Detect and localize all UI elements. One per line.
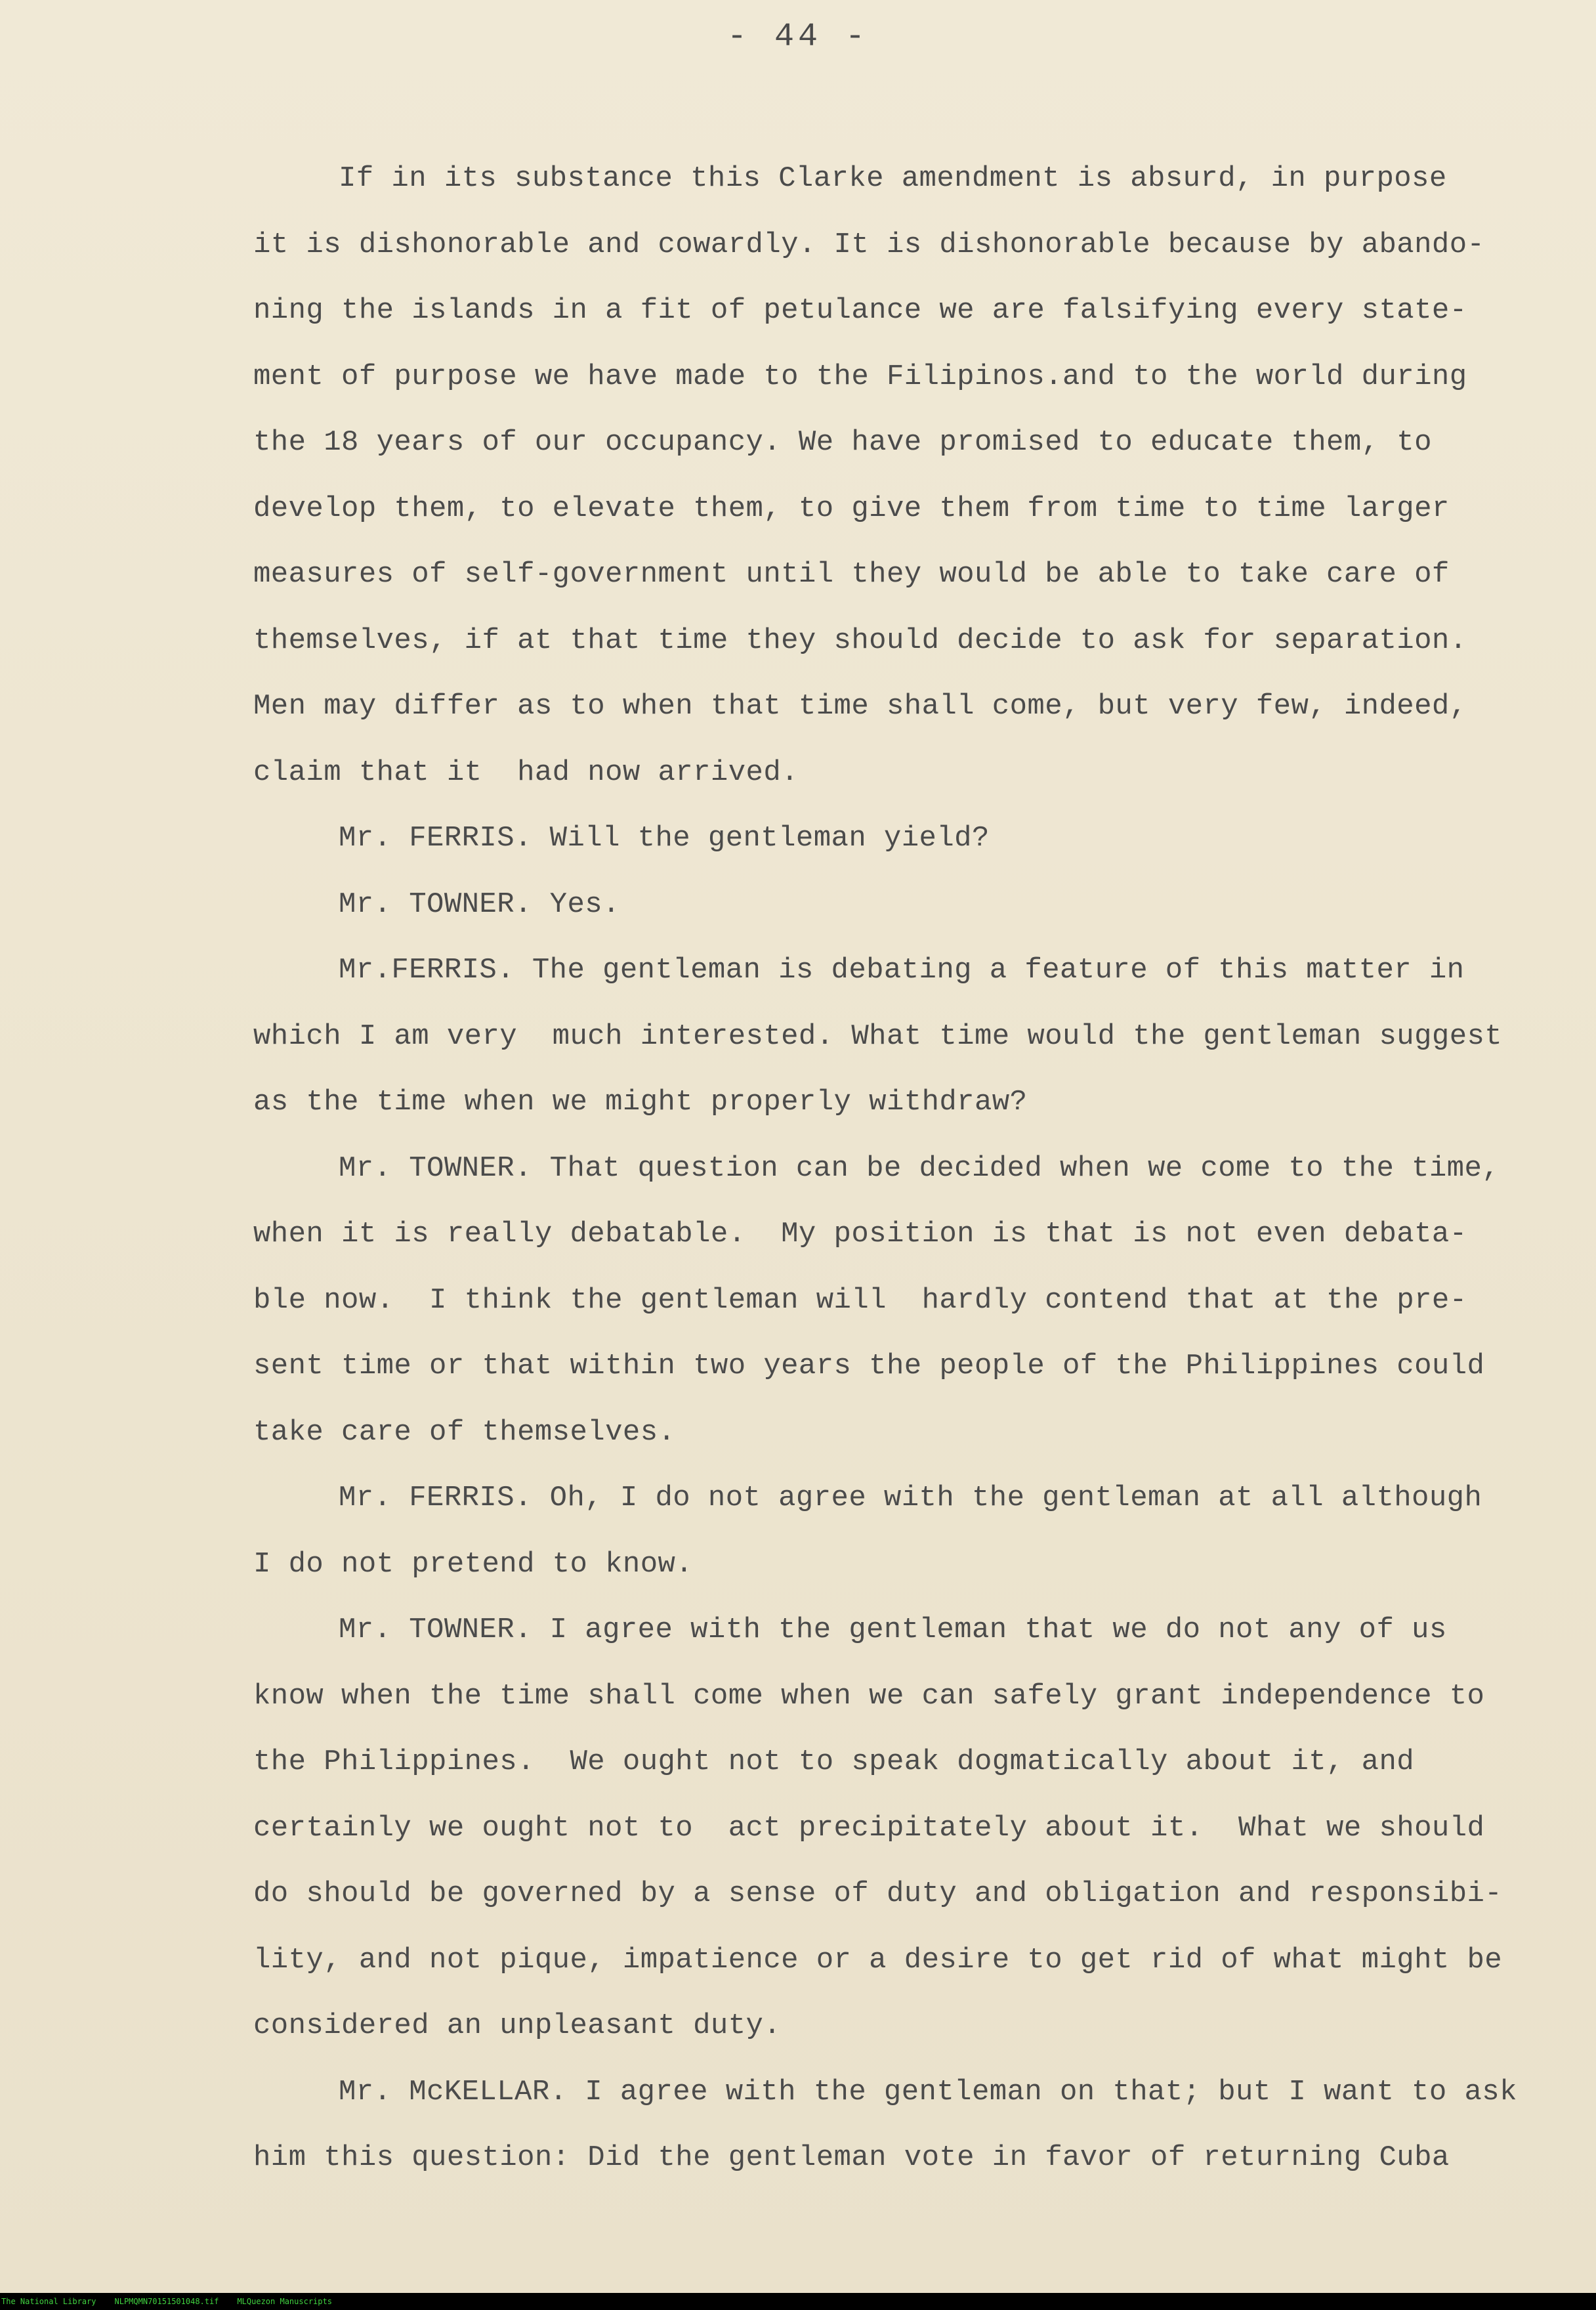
text-line: claim that it had now arrived. xyxy=(253,756,799,789)
text-line: when it is really debatable. My position is that is not even debata- xyxy=(253,1218,1467,1251)
text-line: take care of themselves. xyxy=(253,1415,676,1449)
text-line: develop them, to elevate them, to give them from time to time larger xyxy=(253,492,1450,525)
text-line: ment of purpose we have made to the Filipinos.and to the world during xyxy=(253,360,1467,393)
text-line: Mr. McKELLAR. I agree with the gentleman on that; but I want to ask xyxy=(339,2075,1517,2108)
text-line: Mr. TOWNER. Yes. xyxy=(339,888,620,921)
text-line: Mr. TOWNER. I agree with the gentleman that we do not any of us xyxy=(339,1614,1447,1646)
text-line: ning the islands in a fit of petulance we are falsifying every state- xyxy=(253,294,1467,327)
text-line: it is dishonorable and cowardly. It is dishonorable because by abando- xyxy=(253,228,1485,261)
text-line: I do not pretend to know. xyxy=(253,1547,694,1581)
text-line: themselves, if at that time they should decide to ask for separation. xyxy=(253,624,1467,657)
text-line: which I am very much interested. What time would the gentleman suggest xyxy=(253,1019,1503,1053)
text-line: lity, and not pique, impatience or a desire to get rid of what might be xyxy=(253,1943,1503,1977)
text-line: sent time or that within two years the people of the Philippines could xyxy=(253,1350,1485,1382)
text-line: ble now. I think the gentleman will hardly contend that at the pre- xyxy=(253,1283,1467,1317)
text-line: the 18 years of our occupancy. We have promised to educate them, to xyxy=(253,426,1432,459)
footer-collection: MLQuezon Manuscripts xyxy=(237,2297,332,2306)
text-line: do should be governed by a sense of duty and obligation and responsibi- xyxy=(253,1877,1503,1910)
scan-footer-bar xyxy=(0,2293,1596,2310)
text-line: If in its substance this Clarke amendment is absurd, in purpose xyxy=(339,162,1447,195)
footer-library: The National Library xyxy=(1,2297,96,2306)
text-line: Men may differ as to when that time shall come, but very few, indeed, xyxy=(253,690,1467,723)
text-line: Mr. FERRIS. Oh, I do not agree with the gentleman at all although xyxy=(339,1482,1482,1514)
text-line: the Philippines. We ought not to speak dogmatically about it, and xyxy=(253,1745,1415,1778)
text-line: Mr.FERRIS. The gentleman is debating a feature of this matter in xyxy=(339,954,1465,987)
text-line: know when the time shall come when we can safely grant independence to xyxy=(253,1679,1485,1713)
text-line: certainly we ought not to act precipitately about it. What we should xyxy=(253,1811,1485,1845)
text-line: considered an unpleasant duty. xyxy=(253,2009,782,2042)
page-number: - 44 - xyxy=(726,18,870,56)
text-line: measures of self-government until they would be able to take care of xyxy=(253,558,1450,591)
text-line: Mr. FERRIS. Will the gentleman yield? xyxy=(339,822,990,855)
footer-file: NLPMQMN70151501048.tif xyxy=(114,2297,219,2306)
text-line: as the time when we might properly withdraw? xyxy=(253,1086,1028,1119)
text-line: him this question: Did the gentleman vote in favor of returning Cuba xyxy=(253,2141,1450,2174)
document-body xyxy=(253,146,1517,2191)
text-line: Mr. TOWNER. That question can be decided when we come to the time, xyxy=(339,1151,1500,1185)
